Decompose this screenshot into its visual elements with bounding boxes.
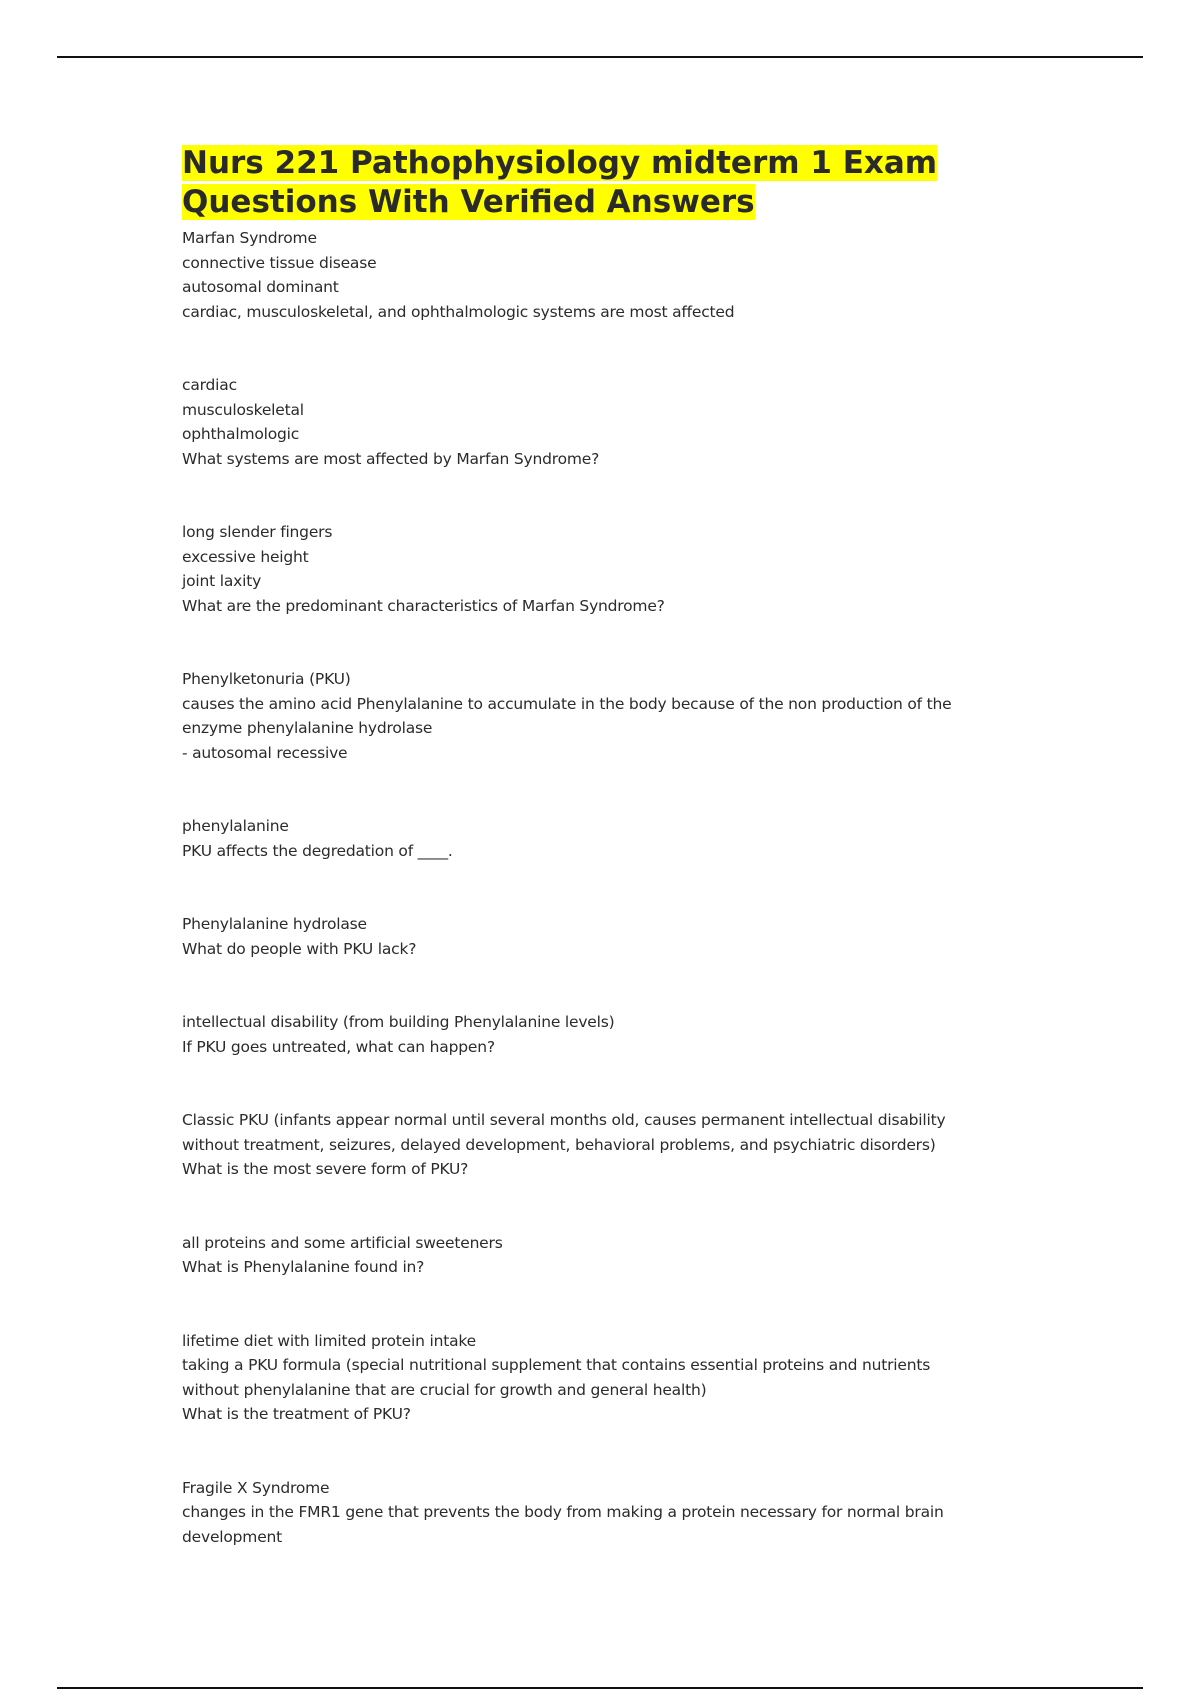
card-line: Phenylalanine hydrolase xyxy=(182,915,367,933)
card-line: all proteins and some artificial sweeteners xyxy=(182,1233,503,1252)
card-spacer xyxy=(182,324,1042,373)
card-line: What is the treatment of PKU? xyxy=(182,1405,411,1423)
document-title-line-1: Nurs 221 Pathophysiology midterm 1 Exam xyxy=(182,145,938,181)
flashcard-block xyxy=(182,520,1042,618)
card-line: phenylalanine xyxy=(182,817,289,835)
flashcard-block xyxy=(182,373,1042,471)
document-body xyxy=(182,144,1042,1549)
card-line: cardiac, musculoskeletal, and ophthalmologic systems are most affected xyxy=(182,302,735,321)
card-line: development xyxy=(182,1527,283,1546)
flashcard-block xyxy=(182,1108,1042,1182)
card-line: without phenylalanine that are crucial for growth and general health) xyxy=(182,1380,707,1399)
card-line: excessive height xyxy=(182,547,309,566)
card-line: intellectual disability (from building Phenylalanine levels) xyxy=(182,1013,615,1031)
card-spacer xyxy=(182,1427,1042,1476)
card-line: without treatment, seizures, delayed development, behavioral problems, and psychiatric disorders) xyxy=(182,1135,936,1154)
document-title xyxy=(182,144,1042,222)
flashcard-block xyxy=(182,1476,1042,1550)
card-line: What are the predominant characteristics of Marfan Syndrome? xyxy=(182,596,665,615)
card-spacer xyxy=(182,863,1042,912)
flashcard-block xyxy=(182,814,1042,863)
card-spacer xyxy=(182,1182,1042,1231)
card-spacer xyxy=(182,618,1042,667)
flashcard-block xyxy=(182,912,1042,961)
flashcard-block xyxy=(182,1010,1042,1059)
card-line: - autosomal recessive xyxy=(182,743,348,762)
flashcard-block xyxy=(182,226,1042,324)
card-spacer xyxy=(182,961,1042,1010)
page-top-rule xyxy=(57,56,1143,58)
card-line: ophthalmologic xyxy=(182,425,300,443)
card-spacer xyxy=(182,1059,1042,1108)
flashcard-block xyxy=(182,1329,1042,1427)
card-line: taking a PKU formula (special nutritional supplement that contains essential proteins and nutrients xyxy=(182,1356,931,1374)
card-line: lifetime diet with limited protein intake xyxy=(182,1331,476,1350)
card-line: musculoskeletal xyxy=(182,400,304,419)
flashcard-block xyxy=(182,667,1042,765)
page-bottom-rule xyxy=(57,1687,1143,1689)
card-line: connective tissue disease xyxy=(182,253,377,272)
flashcard-block xyxy=(182,1231,1042,1280)
card-line: What is Phenylalanine found in? xyxy=(182,1258,425,1276)
card-line: causes the amino acid Phenylalanine to accumulate in the body because of the non production of the xyxy=(182,694,952,713)
card-line: changes in the FMR1 gene that prevents the body from making a protein necessary for normal brain xyxy=(182,1503,944,1521)
card-line: Marfan Syndrome xyxy=(182,229,317,247)
document-title-line-2: Questions With Verified Answers xyxy=(182,184,755,220)
card-spacer xyxy=(182,471,1042,520)
card-line: If PKU goes untreated, what can happen? xyxy=(182,1037,495,1056)
card-line: Classic PKU (infants appear normal until several months old, causes permanent intellectual disability xyxy=(182,1111,946,1129)
card-line: long slender fingers xyxy=(182,523,333,541)
card-line: What do people with PKU lack? xyxy=(182,939,417,958)
card-line: PKU affects the degredation of ____. xyxy=(182,841,453,860)
card-line: What systems are most affected by Marfan Syndrome? xyxy=(182,449,600,468)
card-spacer xyxy=(182,1280,1042,1329)
card-line: cardiac xyxy=(182,376,237,394)
card-line: Fragile X Syndrome xyxy=(182,1478,330,1497)
card-spacer xyxy=(182,765,1042,814)
card-line: autosomal dominant xyxy=(182,278,339,296)
card-line: joint laxity xyxy=(182,572,262,590)
card-line: What is the most severe form of PKU? xyxy=(182,1160,469,1178)
card-line: enzyme phenylalanine hydrolase xyxy=(182,719,433,737)
card-line: Phenylketonuria (PKU) xyxy=(182,670,351,688)
